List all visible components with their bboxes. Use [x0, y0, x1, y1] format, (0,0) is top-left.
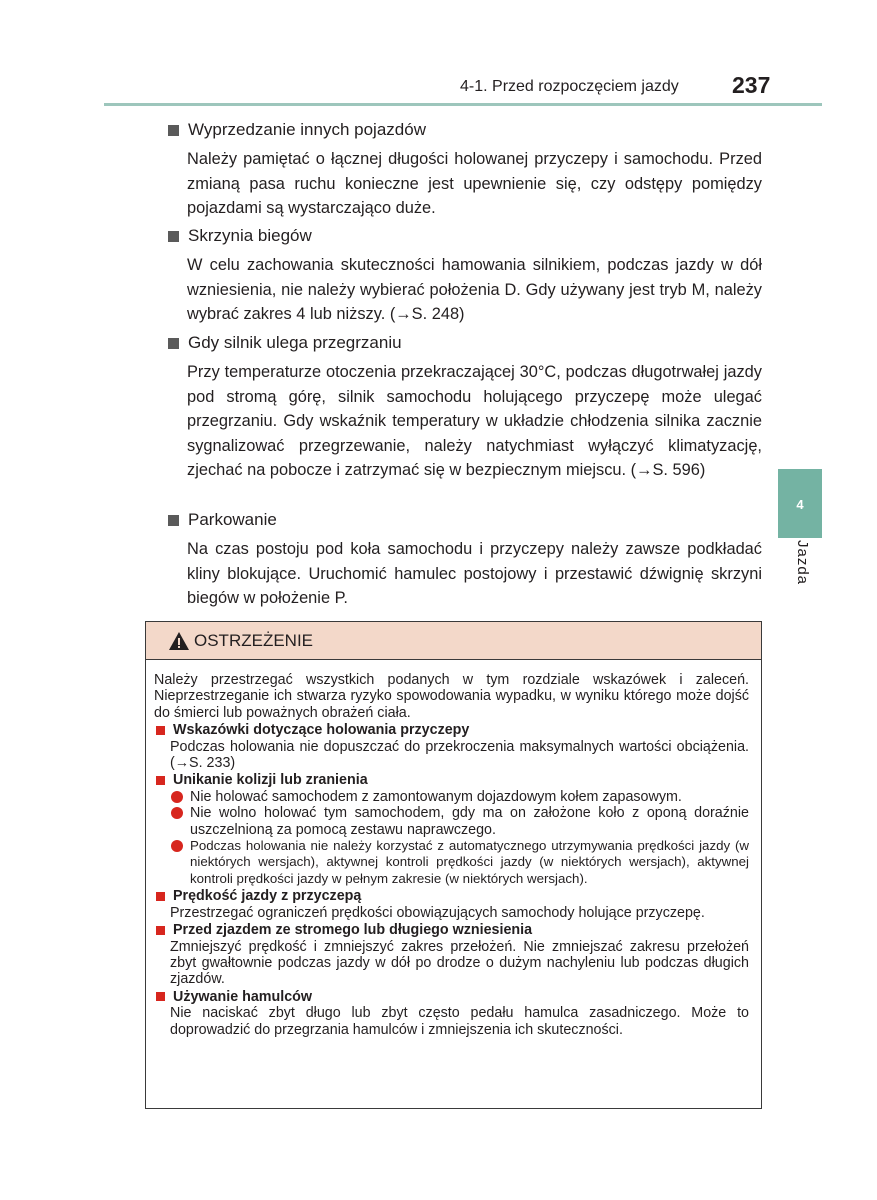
warning-item-heading-text: Wskazówki dotyczące holowania przyczepy	[173, 722, 470, 739]
warning-header	[146, 622, 761, 660]
chapter-tab-label: Jazda	[794, 540, 811, 586]
section-body: Przy temperaturze otoczenia przekraczającej 30°C, podczas długotrwałej jazdy pod stromą górę, silnik samochodu holującego przyczepę może ulegać przegrzaniu. Gdy wskaźnik temperatury w układzie chłodzenia silnika zacznie sygnalizować przegrzewanie, należy natychmiast wyłączyć klimatyzację, zjechać na pobocze i zatrzymać się w bezpiecznym miejscu. (→S. 596)	[187, 363, 762, 480]
chapter-tab	[778, 469, 822, 538]
warning-triangle-icon	[168, 631, 190, 651]
header-rule	[104, 103, 822, 106]
warning-bullet-text: Podczas holowania nie należy korzystać z automatycznego utrzymywania prędkości jazdy (w niektórych wersjach), aktywnej kontroli prędkości jazdy (w niektórych wersjach), aktywnej kontroli prędkości jazdy w pełnym zakresie (w niektórych wersjach).	[190, 838, 749, 886]
page-number: 237	[732, 72, 771, 98]
warning-bullet	[171, 789, 749, 805]
square-bullet-icon	[168, 338, 179, 349]
section-body: Należy pamiętać o łącznej długości holowanej przyczepy i samochodu. Przed zmianą pasa ruchu konieczne jest upewnienie się, czy odstępy pomiędzy pojazdami są wystarczająco duże.	[187, 150, 762, 218]
chapter-tab-number: 4	[796, 497, 804, 512]
section-heading	[168, 332, 762, 354]
red-dot-bullet-icon	[171, 791, 183, 803]
section-heading-text: Skrzynia biegów	[188, 226, 312, 245]
warning-bullet-text: Nie wolno holować tym samochodem, gdy ma on założone koło z oponą doraźnie uszczelnioną za pomocą zestawu naprawczego.	[190, 805, 749, 838]
section-heading	[168, 119, 762, 141]
warning-item-heading	[154, 722, 749, 738]
warning-item-heading-text: Przed zjazdem ze stromego lub długiego wzniesienia	[173, 922, 533, 939]
section-heading-text: Wyprzedzanie innych pojazdów	[188, 120, 426, 139]
warning-item-heading-text: Używanie hamulców	[173, 988, 313, 1005]
warning-content	[146, 660, 761, 1038]
warning-bullet	[171, 805, 749, 838]
section-parking	[168, 509, 762, 611]
warning-title: OSTRZEŻENIE	[194, 630, 314, 650]
section-heading	[168, 509, 762, 531]
warning-item-heading-text: Prędkość jazdy z przyczepą	[173, 888, 362, 905]
section-body: W celu zachowania skuteczności hamowania silnikiem, podczas jazdy w dół wzniesienia, nie należy wybierać położenia D. Gdy używany jest tryb M, należy wybrać zakres 4 lub niższy. (→S. 248)	[187, 256, 762, 324]
warning-item-heading	[154, 922, 749, 938]
chapter-title: 4-1. Przed rozpoczęciem jazdy	[460, 78, 679, 95]
square-bullet-icon	[168, 125, 179, 136]
warning-item-heading	[154, 772, 749, 788]
square-bullet-icon	[168, 515, 179, 526]
warning-item-heading	[154, 888, 749, 904]
red-square-bullet-icon	[156, 726, 165, 735]
red-dot-bullet-icon	[171, 807, 183, 819]
section-body: Na czas postoju pod koła samochodu i przyczepy należy zawsze podkładać kliny blokujące. Uruchomić hamulec postojowy i przestawić dźwignię skrzyni biegów w położenie P.	[187, 540, 762, 608]
warning-bullet	[171, 838, 749, 887]
warning-item-body: Przestrzegać ograniczeń prędkości obowiązujących samochody holujące przyczepę.	[170, 904, 705, 921]
warning-item-heading-text: Unikanie kolizji lub zranienia	[173, 772, 368, 789]
red-square-bullet-icon	[156, 776, 165, 785]
warning-item-body: Podczas holowania nie dopuszczać do przekroczenia maksymalnych wartości obciążenia. (→S. 233)	[170, 738, 749, 772]
section-heading	[168, 225, 762, 247]
warning-item-heading	[154, 989, 749, 1005]
warning-intro: Należy przestrzegać wszystkich podanych w tym rozdziale wskazówek i zaleceń. Nieprzestrzeganie ich stwarza ryzyko spowodowania wypadku, w wyniku którego może dojść do śmierci lub poważnych obrażeń ciała.	[154, 672, 749, 721]
square-bullet-icon	[168, 231, 179, 242]
red-square-bullet-icon	[156, 892, 165, 901]
section-heading-text: Gdy silnik ulega przegrzaniu	[188, 333, 402, 352]
section-overtaking	[168, 119, 762, 221]
warning-item-body: Zmniejszyć prędkość i zmniejszyć zakres przełożeń. Nie zmniejszać zakresu przełożeń zbyt gwałtownie podczas jazdy w dół po drodze o dużym nachyleniu lub podczas długich zjazdów.	[170, 938, 749, 988]
red-square-bullet-icon	[156, 992, 165, 1001]
section-gearbox	[168, 225, 762, 327]
warning-item-body: Nie naciskać zbyt długo lub zbyt często pedału hamulca zasadniczego. Może to doprowadzić do przegrzania hamulców i zmniejszenia ich skuteczności.	[170, 1005, 749, 1038]
warning-box	[145, 621, 762, 1109]
warning-bullet-text: Nie holować samochodem z zamontowanym dojazdowym kołem zapasowym.	[190, 788, 682, 805]
section-heading-text: Parkowanie	[188, 510, 277, 529]
red-square-bullet-icon	[156, 926, 165, 935]
red-dot-bullet-icon	[171, 840, 183, 852]
section-overheating	[168, 332, 762, 483]
